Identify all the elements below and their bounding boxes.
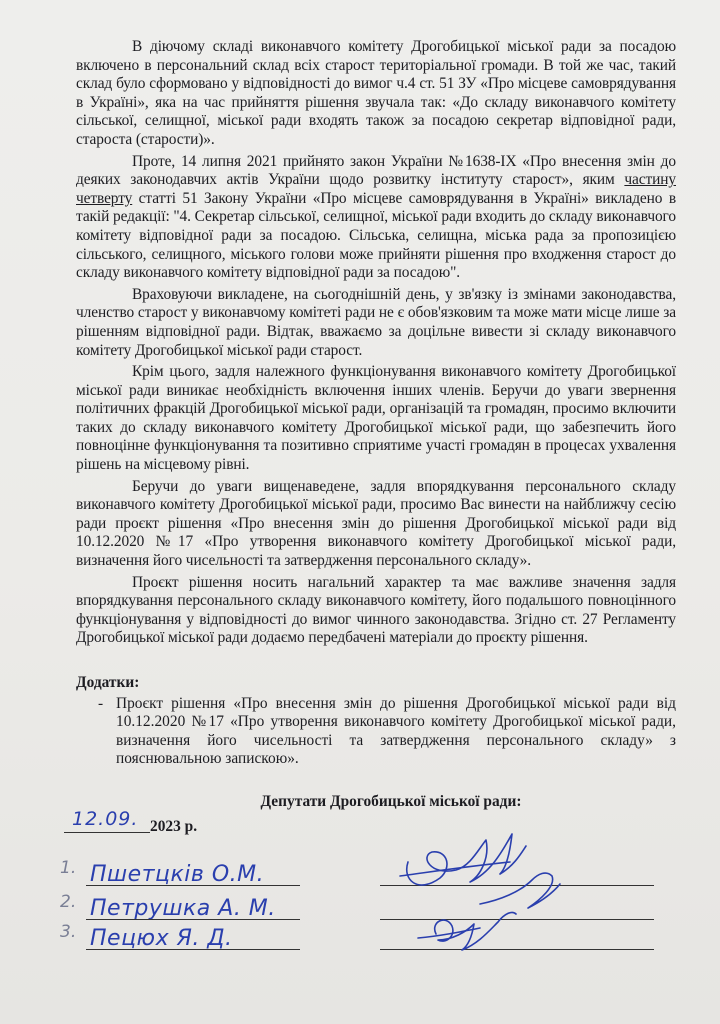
signatory-number: 3. <box>60 922 77 942</box>
signatory-name: Пшетцків О.М. <box>90 862 265 887</box>
paragraph-2-part2: статті 51 Закону України «Про місцеве самоврядування в Україні» викладено в такій редакції: "4. Секретар сільської, селищної, міської ради входить до складу виконавчого комітету відповідної ради за посадою. Сільська, селищна, міська рада за пропозицією сільського, селищного, міського голови може прийняти рішення про входження старост до складу виконавчого комітету відповідної ради за посадою". <box>76 189 676 282</box>
paragraph-2-part1: Проте, 14 липня 2021 прийнято закон України №1638-IX «Про внесення змін до деяких законодавчих актів України щодо розвитку інституту старост», яким <box>76 152 676 189</box>
attachments-heading: Додатки: <box>76 674 140 691</box>
paragraph-3: Враховуючи викладене, на сьогоднішній день, у зв'язку із змінами законодавства, членство старост у виконавчому комітеті ради не є обов'язковим та може мати місце лише за рішенням відповідної ради. Відтак, вважаємо за доцільне вивести зі складу виконавчого комітету Дрогобицької міської ради старост. <box>76 285 676 359</box>
paragraph-4: Крім цього, задля належного функціонування виконавчого комітету Дрогобицької міської ради виникає необхідність включення інших членів. Беручи до уваги звернення політичних фракцій Дрогобицької міської ради, організацій та громадян, просимо включити таких до складу виконавчого комітету Дрогобицької міської ради, що забезпечить його повноцінне функціонування та позитивно сприятиме участі громадян в процесах ухвалення рішень на місцевому рівні. <box>76 363 676 474</box>
signatory-number: 2. <box>60 892 77 912</box>
signature-1-flourish <box>400 862 510 876</box>
signatory-name: Пецюх Я. Д. <box>90 926 233 951</box>
signatory-number: 1. <box>60 858 77 878</box>
paragraph-5: Беручи до уваги вищенаведене, задля впорядкування персонального складу виконавчого комітету Дрогобицької міської ради, просимо Вас винести на найближчу сесію ради проєкт рішення «Про внесення змін до рішення Дрогобицької міської ради від 10.12.2020 №17 «Про утворення виконавчого комітету Дрогобицької міської ради, визначення його чисельності та затвердження персонального складу». <box>76 477 676 570</box>
signature-3 <box>435 912 516 950</box>
date-year: 2023 р. <box>150 818 198 835</box>
signatory-name: Петрушка А. М. <box>90 896 276 921</box>
paragraph-6: Проєкт рішення носить нагальний характер та має важливе значення задля впорядкування персонального складу виконавчого комітету, його подальшого повноцінного функціонування у відповідності до вимог чинного законодавства. Згідно ст. 27 Регламенту Дрогобицької міської ради додаємо передбачені матеріали до проєкту рішення. <box>76 573 676 647</box>
handwritten-date: 12.09. <box>72 808 139 830</box>
deputies-heading: Депутати Дрогобицької міської ради: <box>260 792 522 810</box>
signature-1 <box>407 834 526 885</box>
attachment-text: Проєкт рішення «Про внесення змін до рішення Дрогобицької міської ради від 10.12.2020 №17 «Про утворення виконавчого комітету Дрогобицької міської ради, визначення його чисельності та затвердження персонального складу» з пояснювальною запискою». <box>116 694 676 768</box>
list-dash: - <box>98 694 104 712</box>
paragraph-1: В діючому складі виконавчого комітету Дрогобицької міської ради за посадою включено в персональний склад всіх старост територіальної громади. В той же час, такий склад було сформовано у відповідності до вимог ч.4 ст. 51 ЗУ «Про місцеве самоврядування в Україні», яка на час прийняття рішення звучала так: «До складу виконавчого комітету сільської, селищної, міської ради входять також за посадою секретар відповідної ради, староста (старости)». <box>76 38 676 148</box>
signature-2 <box>480 873 560 908</box>
underlined-phrase: частину четверту <box>76 171 676 207</box>
